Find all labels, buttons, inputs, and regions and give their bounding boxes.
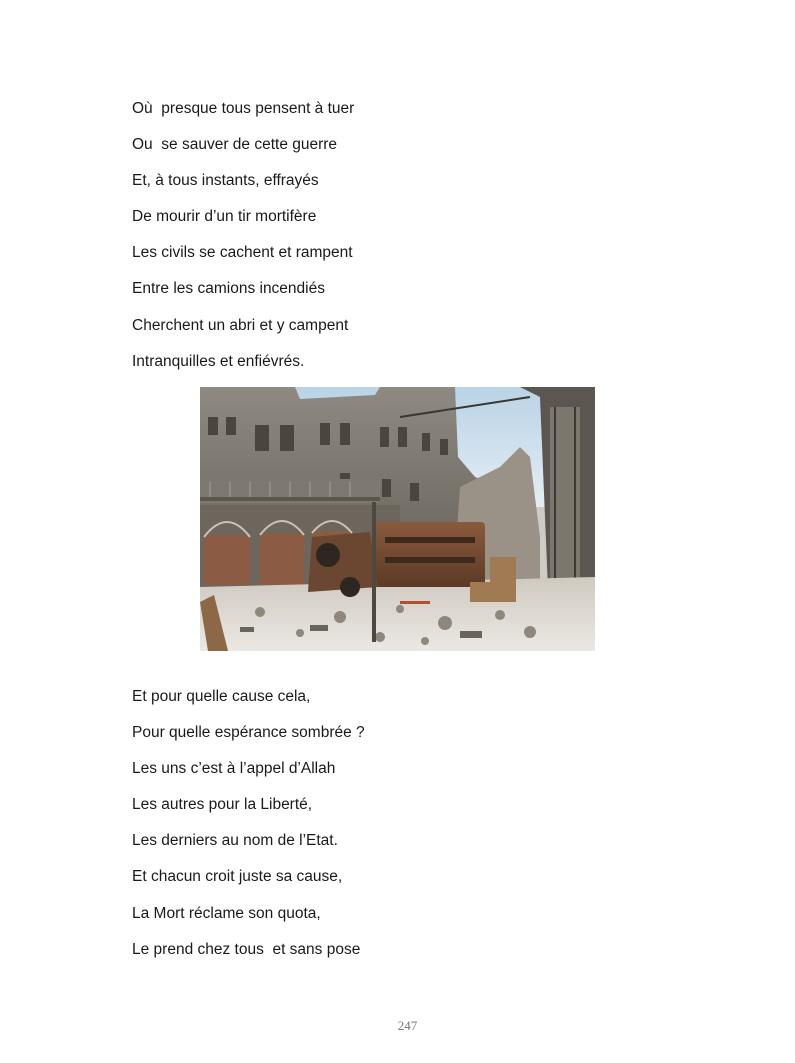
stanza-1 xyxy=(132,98,354,387)
verse-line: Cherchent un abri et y campent xyxy=(132,316,349,334)
war-ruins-photo xyxy=(200,387,595,651)
verse-line: Les derniers au nom de l’Etat. xyxy=(132,832,338,850)
verse-line: Les civils se cachent et rampent xyxy=(132,244,353,262)
verse-line: Entre les camions incendiés xyxy=(132,280,325,298)
verse-line: Et pour quelle cause cela, xyxy=(132,688,311,705)
verse-line: Intranquilles et enfiévrés. xyxy=(132,352,305,370)
verse-line: Les uns c’est à l’appel d’Allah xyxy=(132,760,336,778)
page-number: 247 xyxy=(397,1018,418,1033)
ruined-street-illustration xyxy=(200,387,595,651)
verse-line: Le prend chez tous et sans pose xyxy=(132,940,361,958)
verse-line: Et chacun croit juste sa cause, xyxy=(132,868,343,886)
verse-line: Les autres pour la Liberté, xyxy=(132,796,313,814)
verse-line: Pour quelle espérance sombrée ? xyxy=(132,724,365,742)
verse-line: De mourir d’un tir mortifère xyxy=(132,208,317,226)
verse-line: La Mort réclame son quota, xyxy=(132,904,321,922)
stanza-2 xyxy=(132,686,365,975)
verse-line: Ou se sauver de cette guerre xyxy=(132,136,338,154)
verse-line: Où presque tous pensent à tuer xyxy=(132,100,355,117)
verse-line: Et, à tous instants, effrayés xyxy=(132,172,319,190)
